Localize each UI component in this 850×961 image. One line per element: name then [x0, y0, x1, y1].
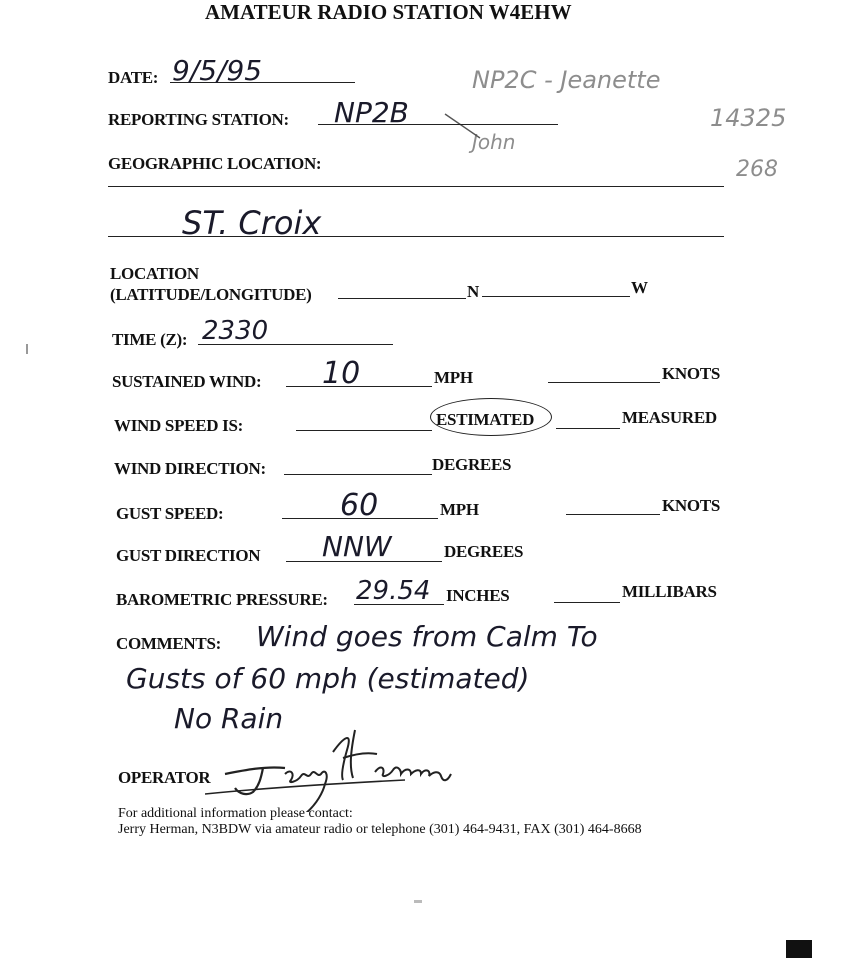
wind-speed-measured-line: [556, 428, 620, 429]
barometric-millibars-line: [554, 602, 620, 603]
geographic-location-label: GEOGRAPHIC LOCATION:: [108, 154, 322, 173]
barometric-inches: INCHES: [446, 586, 510, 605]
wind-speed-estimated-line: [296, 430, 432, 431]
barometric-millibars: MILLIBARS: [622, 582, 717, 601]
note-number: 268: [736, 157, 778, 182]
sustained-wind-value: 10: [322, 356, 361, 391]
gust-speed-knots: KNOTS: [662, 496, 721, 515]
location-label: LOCATION: [110, 264, 199, 283]
wind-direction-label: WIND DIRECTION:: [114, 459, 266, 478]
geographic-location-value: ST. Croix: [182, 204, 322, 242]
latitude-line: [338, 298, 466, 299]
scan-speck-left: [26, 344, 28, 354]
reporting-station-label: REPORTING STATION:: [108, 110, 289, 129]
longitude-suffix: W: [631, 278, 648, 297]
wind-speed-is-label: WIND SPEED IS:: [114, 416, 243, 435]
footer-contact-line-2: Jerry Herman, N3BDW via amateur radio or telephone (301) 464-9431, FAX (301) 464-8668: [118, 822, 642, 837]
date-label: DATE:: [108, 68, 159, 87]
gust-direction-label: GUST DIRECTION: [116, 546, 261, 565]
footer-contact-line-1: For additional information please contact:: [118, 806, 353, 821]
longitude-line: [482, 296, 630, 297]
gust-direction-degrees: DEGREES: [444, 542, 524, 561]
operator-signature: [205, 722, 475, 812]
barometric-pressure-label: BAROMETRIC PRESSURE:: [116, 590, 328, 609]
geographic-location-line-1: [108, 186, 724, 187]
comments-line-3: No Rain: [174, 702, 284, 735]
page-title: AMATEUR RADIO STATION W4EHW: [205, 0, 572, 24]
time-value: 2330: [202, 316, 269, 346]
gust-speed-value: 60: [340, 488, 379, 523]
scan-mark-block: [786, 940, 812, 958]
barometric-pressure-value: 29.54: [356, 576, 431, 606]
sustained-wind-mph: MPH: [434, 368, 473, 387]
time-label: TIME (Z):: [112, 330, 188, 349]
note-station: NP2C - Jeanette: [472, 66, 661, 94]
gust-speed-mph: MPH: [440, 500, 479, 519]
sustained-wind-knots: KNOTS: [662, 364, 721, 383]
operator-label: OPERATOR: [118, 768, 211, 787]
lat-lon-label: (LATITUDE/LONGITUDE): [110, 285, 312, 304]
comments-label: COMMENTS:: [116, 634, 221, 653]
comments-line-1: Wind goes from Calm To: [256, 620, 598, 653]
date-value: 9/5/95: [172, 54, 263, 87]
measured-option: MEASURED: [622, 408, 717, 427]
note-frequency: 14325: [710, 104, 787, 132]
reporting-station-value: NP2B: [334, 96, 409, 129]
note-name: John: [472, 130, 516, 154]
sustained-wind-knots-line: [548, 382, 660, 383]
sustained-wind-label: SUSTAINED WIND:: [112, 372, 262, 391]
gust-speed-label: GUST SPEED:: [116, 504, 224, 523]
wind-direction-degrees: DEGREES: [432, 455, 512, 474]
scan-speck-bottom: [414, 900, 422, 903]
wind-direction-line: [284, 474, 432, 475]
latitude-suffix: N: [467, 282, 479, 301]
comments-line-2: Gusts of 60 mph (estimated): [126, 662, 530, 695]
estimated-option: ESTIMATED: [436, 410, 535, 429]
pencil-arrow-mark: [440, 108, 560, 148]
gust-speed-knots-line: [566, 514, 660, 515]
gust-direction-value: NNW: [322, 530, 392, 563]
